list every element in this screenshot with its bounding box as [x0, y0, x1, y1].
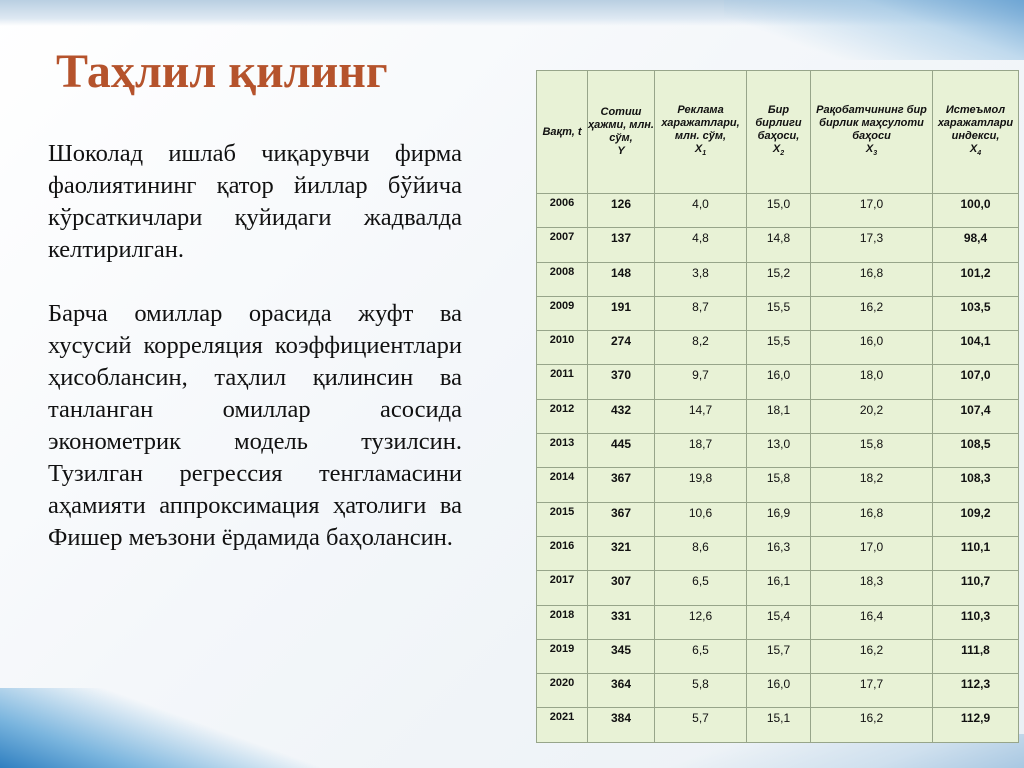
data-table — [536, 70, 1019, 743]
cell-competitor-price: 20,2 — [811, 399, 933, 433]
cell-sales: 432 — [588, 399, 655, 433]
header-competitor-price-sub: 3 — [873, 150, 878, 158]
cell-ads: 8,6 — [655, 536, 747, 570]
cell-sales: 367 — [588, 468, 655, 502]
cell-year: 2011 — [537, 365, 588, 399]
header-ads — [655, 71, 747, 194]
cell-year: 2017 — [537, 571, 588, 605]
header-sales-label: Сотиш ҳажми, млн. сўм, — [588, 106, 654, 144]
header-competitor-price-var: X — [865, 142, 874, 155]
header-unit-price-label: Бир бирлиги баҳоси, — [755, 103, 802, 142]
bottom-left-swoosh — [0, 688, 320, 768]
cell-competitor-price: 18,3 — [811, 571, 933, 605]
cell-sales: 445 — [588, 434, 655, 468]
header-ads-label: Реклама харажатлари, млн. сўм, — [661, 103, 740, 142]
cell-ads: 14,7 — [655, 399, 747, 433]
header-time — [537, 71, 588, 194]
cell-sales: 345 — [588, 639, 655, 673]
header-unit-price-var: X — [772, 142, 781, 155]
cell-competitor-price: 17,0 — [811, 194, 933, 228]
cell-consumer-index: 107,4 — [933, 399, 1019, 433]
cell-unit-price: 13,0 — [747, 434, 811, 468]
cell-year: 2015 — [537, 502, 588, 536]
cell-unit-price: 16,1 — [747, 571, 811, 605]
table-row — [537, 502, 1019, 536]
cell-unit-price: 15,2 — [747, 262, 811, 296]
cell-ads: 6,5 — [655, 571, 747, 605]
cell-year: 2010 — [537, 331, 588, 365]
table-row — [537, 365, 1019, 399]
cell-sales: 367 — [588, 502, 655, 536]
cell-consumer-index: 110,3 — [933, 605, 1019, 639]
cell-competitor-price: 16,2 — [811, 639, 933, 673]
cell-consumer-index: 104,1 — [933, 331, 1019, 365]
header-time-label: Вақт, t — [542, 125, 582, 138]
cell-competitor-price: 16,0 — [811, 331, 933, 365]
table-row — [537, 674, 1019, 708]
cell-consumer-index: 110,1 — [933, 536, 1019, 570]
cell-year: 2012 — [537, 399, 588, 433]
cell-consumer-index: 98,4 — [933, 228, 1019, 262]
paragraph-intro: Шоколад ишлаб чиқарувчи фирма фаолиятининг қатор йиллар бўйича кўрсаткичлари қуйидаги жадвалда келтирилган. — [48, 140, 462, 263]
cell-year: 2007 — [537, 228, 588, 262]
cell-competitor-price: 16,2 — [811, 708, 933, 742]
table-row — [537, 708, 1019, 742]
cell-unit-price: 15,0 — [747, 194, 811, 228]
cell-competitor-price: 16,8 — [811, 502, 933, 536]
cell-ads: 4,0 — [655, 194, 747, 228]
cell-unit-price: 15,5 — [747, 296, 811, 330]
cell-sales: 331 — [588, 605, 655, 639]
cell-competitor-price: 17,7 — [811, 674, 933, 708]
cell-year: 2021 — [537, 708, 588, 742]
cell-consumer-index: 108,3 — [933, 468, 1019, 502]
cell-unit-price: 15,5 — [747, 331, 811, 365]
cell-competitor-price: 15,8 — [811, 434, 933, 468]
cell-consumer-index: 111,8 — [933, 639, 1019, 673]
cell-competitor-price: 18,2 — [811, 468, 933, 502]
header-ads-sub: 1 — [702, 150, 707, 158]
cell-ads: 5,7 — [655, 708, 747, 742]
cell-year: 2006 — [537, 194, 588, 228]
table-body — [537, 194, 1019, 743]
cell-unit-price: 15,7 — [747, 639, 811, 673]
table-row — [537, 434, 1019, 468]
table-row — [537, 639, 1019, 673]
cell-consumer-index: 101,2 — [933, 262, 1019, 296]
slide-title: Таҳлил қилинг — [56, 45, 388, 98]
paragraph-task: Барча омиллар орасида жуфт ва хусусий корреляция коэффициентлари ҳисоблансин, таҳлил қилинсин ва танланган омиллар асосида эконометрик модель тузилсин. Тузилган регрессия тенгламасини аҳамияти аппроксимация ҳатолиги ва Фишер меъзони ёрдамида баҳолансин. — [48, 300, 462, 551]
cell-sales: 137 — [588, 228, 655, 262]
table-row — [537, 194, 1019, 228]
cell-consumer-index: 112,3 — [933, 674, 1019, 708]
table-row — [537, 262, 1019, 296]
top-right-swoosh — [724, 0, 1024, 60]
table-row — [537, 605, 1019, 639]
cell-ads: 18,7 — [655, 434, 747, 468]
cell-year: 2016 — [537, 536, 588, 570]
cell-sales: 126 — [588, 194, 655, 228]
cell-ads: 19,8 — [655, 468, 747, 502]
cell-ads: 6,5 — [655, 639, 747, 673]
header-consumer-index — [933, 71, 1019, 194]
header-unit-price-sub: 2 — [780, 150, 785, 158]
cell-unit-price: 15,4 — [747, 605, 811, 639]
cell-unit-price: 16,0 — [747, 674, 811, 708]
cell-competitor-price: 18,0 — [811, 365, 933, 399]
cell-year: 2018 — [537, 605, 588, 639]
cell-sales: 384 — [588, 708, 655, 742]
cell-sales: 364 — [588, 674, 655, 708]
cell-unit-price: 16,3 — [747, 536, 811, 570]
table-row — [537, 296, 1019, 330]
header-consumer-index-sub: 4 — [977, 150, 982, 158]
cell-unit-price: 15,1 — [747, 708, 811, 742]
table-row — [537, 228, 1019, 262]
table-row — [537, 399, 1019, 433]
cell-consumer-index: 103,5 — [933, 296, 1019, 330]
cell-unit-price: 14,8 — [747, 228, 811, 262]
header-competitor-price-label: Рақобатчининг бир бирлик маҳсулоти баҳоси — [816, 103, 927, 142]
cell-year: 2013 — [537, 434, 588, 468]
cell-ads: 5,8 — [655, 674, 747, 708]
cell-sales: 370 — [588, 365, 655, 399]
cell-year: 2020 — [537, 674, 588, 708]
table-row — [537, 468, 1019, 502]
cell-competitor-price: 16,4 — [811, 605, 933, 639]
cell-competitor-price: 17,3 — [811, 228, 933, 262]
body-text — [48, 138, 462, 554]
cell-ads: 10,6 — [655, 502, 747, 536]
cell-unit-price: 18,1 — [747, 399, 811, 433]
header-unit-price — [747, 71, 811, 194]
header-ads-var: X — [694, 142, 703, 155]
header-sales — [588, 71, 655, 194]
cell-consumer-index: 112,9 — [933, 708, 1019, 742]
cell-unit-price: 16,0 — [747, 365, 811, 399]
cell-consumer-index: 108,5 — [933, 434, 1019, 468]
cell-unit-price: 15,8 — [747, 468, 811, 502]
table-row — [537, 536, 1019, 570]
cell-sales: 274 — [588, 331, 655, 365]
cell-sales: 191 — [588, 296, 655, 330]
cell-consumer-index: 107,0 — [933, 365, 1019, 399]
table-row — [537, 331, 1019, 365]
header-competitor-price — [811, 71, 933, 194]
cell-year: 2008 — [537, 262, 588, 296]
cell-sales: 148 — [588, 262, 655, 296]
cell-competitor-price: 16,2 — [811, 296, 933, 330]
table-header-row — [537, 71, 1019, 194]
cell-ads: 4,8 — [655, 228, 747, 262]
cell-consumer-index: 109,2 — [933, 502, 1019, 536]
cell-consumer-index: 100,0 — [933, 194, 1019, 228]
cell-year: 2019 — [537, 639, 588, 673]
cell-sales: 321 — [588, 536, 655, 570]
cell-competitor-price: 16,8 — [811, 262, 933, 296]
cell-sales: 307 — [588, 571, 655, 605]
table-row — [537, 571, 1019, 605]
cell-unit-price: 16,9 — [747, 502, 811, 536]
cell-year: 2009 — [537, 296, 588, 330]
cell-ads: 8,7 — [655, 296, 747, 330]
cell-ads: 8,2 — [655, 331, 747, 365]
header-consumer-index-var: X — [969, 142, 978, 155]
cell-ads: 9,7 — [655, 365, 747, 399]
cell-year: 2014 — [537, 468, 588, 502]
header-consumer-index-label: Истеъмол харажатлари индекси, — [937, 103, 1014, 142]
cell-ads: 12,6 — [655, 605, 747, 639]
cell-consumer-index: 110,7 — [933, 571, 1019, 605]
cell-ads: 3,8 — [655, 262, 747, 296]
header-sales-var: Y — [617, 145, 625, 157]
cell-competitor-price: 17,0 — [811, 536, 933, 570]
